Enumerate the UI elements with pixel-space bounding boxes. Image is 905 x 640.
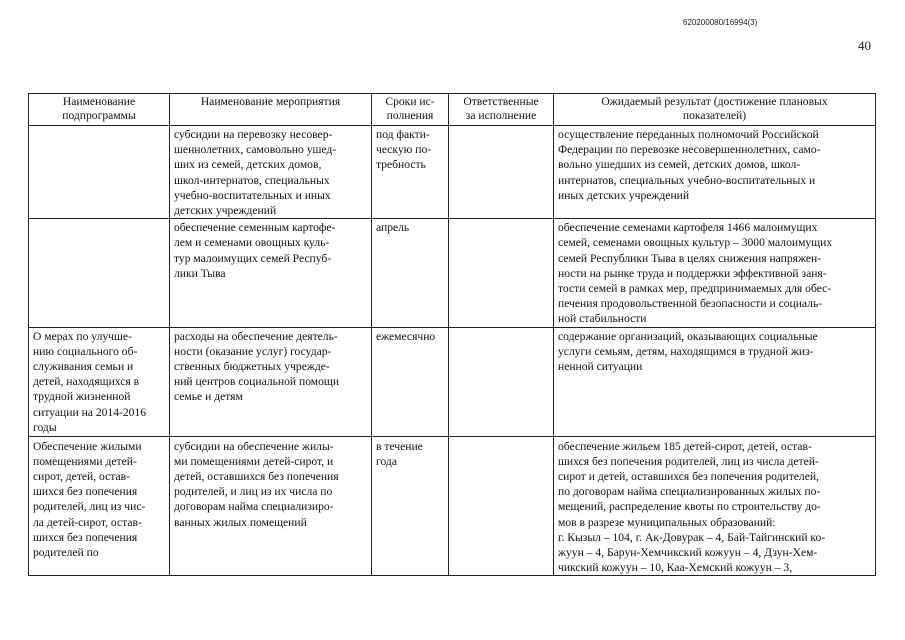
header-responsible: Ответственные за исполнение — [449, 94, 554, 126]
table-row — [29, 327, 876, 436]
cell-responsible — [449, 436, 554, 576]
table-header-row — [29, 94, 876, 126]
cell-result: осуществление переданных полномочий Российской Федерации по перевозке несовершеннолетних, само- вольно ушедших из семей, детских домов, школ- интернатов, специальных учебно-воспитательных и иных детских учреждений — [554, 126, 876, 219]
cell-subprogram — [29, 219, 170, 327]
table-row — [29, 219, 876, 327]
cell-result: содержание организаций, оказывающих социальные услуги семьям, детям, находящимся в трудной жиз- ненной ситуации — [554, 327, 876, 436]
cell-deadline: апрель — [372, 219, 449, 327]
measures-table — [28, 93, 876, 576]
cell-activity: обеспечение семенным картофе- лем и семенами овощных куль- тур малоимущих семей Респуб- лики Тыва — [170, 219, 372, 327]
document-code: 620200080/16994(3) — [683, 18, 758, 27]
table-row — [29, 126, 876, 219]
header-expected-result: Ожидаемый результат (достижение плановых показателей) — [554, 94, 876, 126]
cell-activity: расходы на обеспечение деятель- ности (оказание услуг) государ- ственных бюджетных учрежде- ний центров социальной помощи семье и детям — [170, 327, 372, 436]
cell-deadline: под факти- ческую по- требность — [372, 126, 449, 219]
cell-subprogram: О мерах по улучше- нию социального об- служивания семьи и детей, находящихся в трудной жизненной ситуации на 2014-2016 годы — [29, 327, 170, 436]
cell-result: обеспечение семенами картофеля 1466 малоимущих семей, семенами овощных культур – 3000 малоимущих семей Республики Тыва в целях снижения напряжен- ности на рынке труда и поддержки эффективной заня- тости семей в рамках мер, предпринимаемых для обес- печения продовольственной безопасности и социаль- ной стабильности — [554, 219, 876, 327]
cell-result: обеспечение жильем 185 детей-сирот, детей, остав- шихся без попечения родителей, лиц из числа детей- сирот и детей, оставшихся без попечения родителей, по договорам найма специализированных жилых по- мещений, распределение квоты по строительству до- мов в разрезе муниципальных образований: г. Кызыл – 104, г. Ак-Довурак – 4, Бай-Тайгинский ко- жуун – 4, Барун-Хемчикский кожуун – 4, Дзун-Хем- чикский кожуун – 10, Каа-Хемский кожуун – 3, — [554, 436, 876, 576]
cell-deadline: ежемесячно — [372, 327, 449, 436]
cell-subprogram — [29, 126, 170, 219]
cell-subprogram: Обеспечение жилыми помещениями детей- сирот, детей, остав- шихся без попечения родителей, лиц из чис- ла детей-сирот, остав- шихся без попечения родителей по — [29, 436, 170, 576]
cell-deadline: в течение года — [372, 436, 449, 576]
header-activity: Наименование мероприятия — [170, 94, 372, 126]
table-row — [29, 436, 876, 576]
cell-responsible — [449, 219, 554, 327]
cell-responsible — [449, 126, 554, 219]
cell-activity: субсидии на перевозку несовер- шеннолетних, самовольно ушед- ших из семей, детских домов, школ-интернатов, специальных учебно-воспитательных и иных детских учреждений — [170, 126, 372, 219]
cell-activity: субсидии на обеспечение жилы- ми помещениями детей-сирот, и детей, оставшихся без попечения родителей, и лиц из их числа по договорам найма специализиро- ванных жилых помещений — [170, 436, 372, 576]
page-number: 40 — [858, 38, 871, 53]
cell-responsible — [449, 327, 554, 436]
header-deadline: Сроки ис- полнения — [372, 94, 449, 126]
header-subprogram: Наименование подпрограммы — [29, 94, 170, 126]
